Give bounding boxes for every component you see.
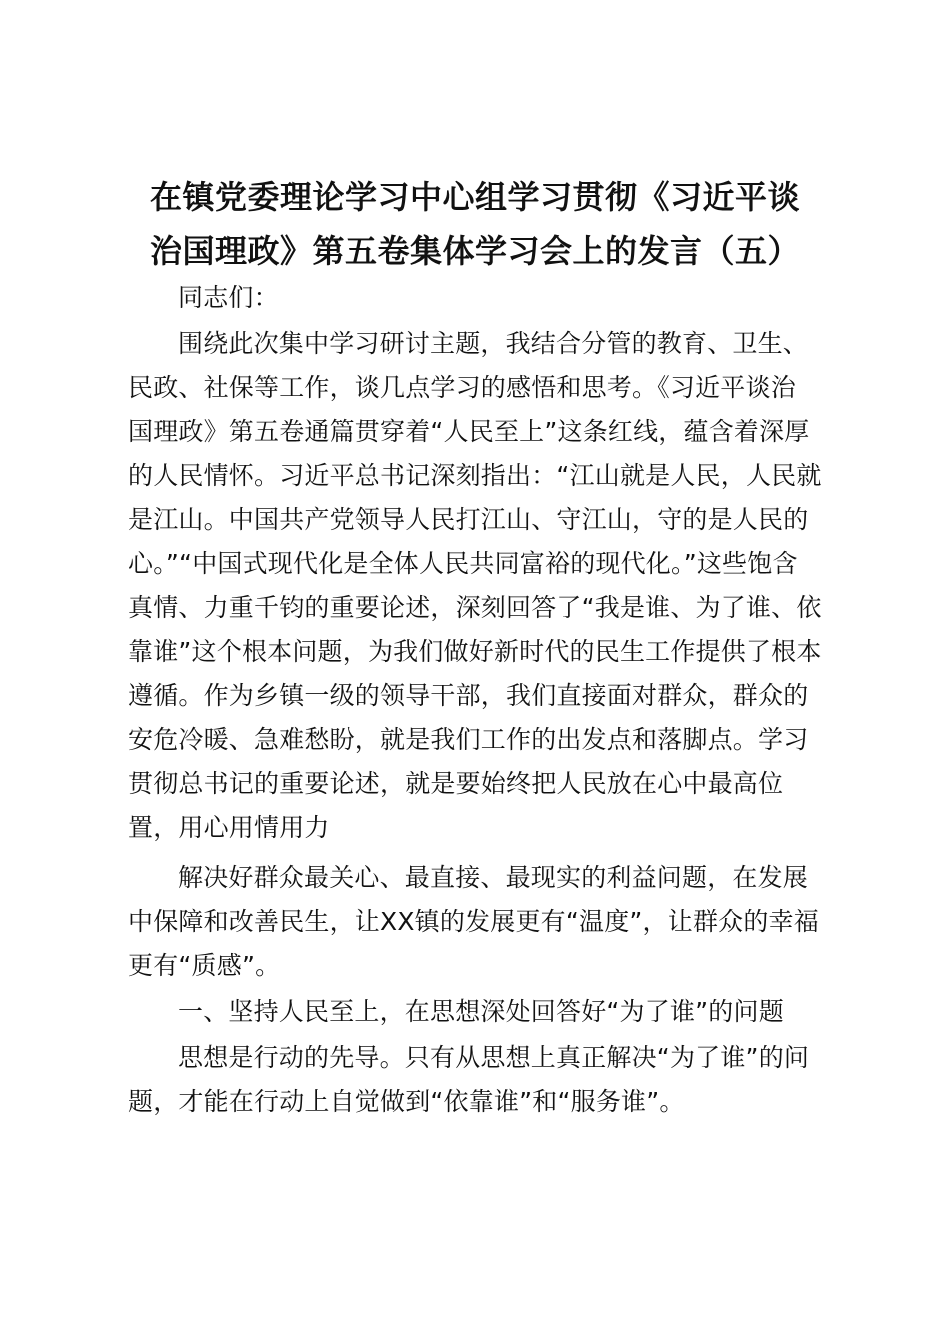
body-line: 真情、力重千钧的重要论述，深刻回答了“我是谁、为了谁、依 [128, 593, 822, 622]
body-line: 贯彻总书记的重要论述，就是要始终把人民放在心中最高位 [128, 769, 784, 798]
body-line: 题，才能在行动上自觉做到“依靠谁”和“服务谁”。 [128, 1087, 685, 1116]
body-line: 安危冷暖、急难愁盼，就是我们工作的出发点和落脚点。学习 [128, 725, 809, 754]
body-line: 国理政》第五卷通篇贯穿着“人民至上”这条红线，蕴含着深厚 [128, 417, 810, 446]
document-title-line-2: 治国理政》第五卷集体学习会上的发言（五） [149, 232, 800, 270]
body-line: 是江山。中国共产党领导人民打江山、守江山，守的是人民的 [128, 505, 809, 534]
body-line: 置，用心用情用力 [128, 813, 330, 842]
body-line: 民政、社保等工作，谈几点学习的感悟和思考。《习近平谈治 [128, 373, 796, 402]
body-line: 中保障和改善民生，让XX镇的发展更有“温度”，让群众的幸福 [128, 907, 819, 936]
section-heading-1: 一、坚持人民至上，在思想深处回答好“为了谁”的问题 [178, 997, 784, 1026]
body-line: 靠谁”这个根本问题，为我们做好新时代的民生工作提供了根本 [128, 637, 822, 666]
body-line: 思想是行动的先导。只有从思想上真正解决“为了谁”的问 [178, 1043, 810, 1072]
body-line: 的人民情怀。习近平总书记深刻指出：“江山就是人民，人民就 [128, 461, 822, 490]
body-line: 围绕此次集中学习研讨主题，我结合分管的教育、卫生、 [178, 329, 809, 358]
salutation: 同志们： [178, 283, 279, 312]
body-line: 心。”“中国式现代化是全体人民共同富裕的现代化。”这些饱含 [128, 549, 798, 578]
body-line: 遵循。作为乡镇一级的领导干部，我们直接面对群众，群众的 [128, 681, 809, 710]
body-line: 更有“质感”。 [128, 951, 281, 980]
body-line: 解决好群众最关心、最直接、最现实的利益问题，在发展 [178, 863, 809, 892]
document-title-line-1: 在镇党委理论学习中心组学习贯彻《习近平谈 [149, 178, 800, 216]
